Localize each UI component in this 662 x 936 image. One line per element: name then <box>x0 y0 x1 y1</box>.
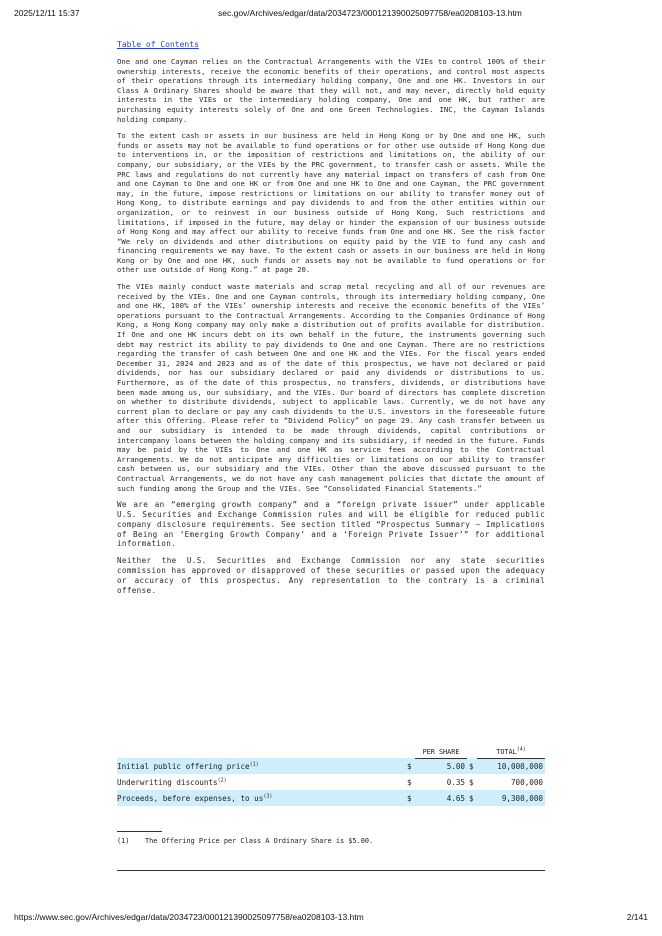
print-datetime: 2025/12/11 15:37 <box>14 8 80 18</box>
currency-symbol: $ <box>407 777 412 787</box>
row-label-text: Proceeds, before expenses, to us <box>117 793 264 803</box>
footnote <box>117 837 373 845</box>
col-per-share: PER SHARE <box>415 744 467 758</box>
header-url: sec.gov/Archives/edgar/data/2034723/000121390025097758/ea0208103-13.htm <box>218 8 522 18</box>
col-total-label: TOTAL <box>496 747 517 756</box>
paragraph-emerging-growth: We are an “emerging growth company” and a “foreign private issuer” under applicable U.S. Securities and Exchange Commission rules and will be eligible for reduced public company disclosure requirements. See section titled “Prospectus Summary — Implications of Being an ‘Emerging Growth Company’ and a ‘Foreign Private Issuer’” for additional information. <box>117 500 545 549</box>
table-row <box>117 790 545 806</box>
col-total <box>477 744 545 758</box>
paragraph-sec-disclaimer: Neither the U.S. Securities and Exchange Commission nor any state securities commission has approved or disapproved of these securities or passed upon the adequacy or accuracy of this prospectus. Any representation to the contrary is a criminal offense. <box>117 556 545 595</box>
browser-footer <box>0 912 662 926</box>
row-note: (1) <box>249 760 259 767</box>
footnote-tag: (1) <box>117 837 130 845</box>
total-value: 700,000 <box>510 777 543 787</box>
table-row <box>117 774 545 790</box>
currency-symbol: $ <box>467 790 477 806</box>
row-note: (2) <box>217 776 227 783</box>
currency-symbol: $ <box>469 777 474 787</box>
per-share-value: 4.65 <box>415 790 467 806</box>
browser-header <box>0 8 662 22</box>
offering-table-container <box>117 744 545 806</box>
offering-table <box>117 744 545 806</box>
page-bottom-divider <box>117 870 545 871</box>
currency-symbol: $ <box>405 758 415 774</box>
row-label <box>117 774 405 790</box>
document-body <box>117 57 545 602</box>
row-label-text: Initial public offering price <box>117 761 250 771</box>
footnote-divider <box>117 831 162 832</box>
currency-symbol: $ <box>467 758 477 774</box>
per-share-value: 5.00 <box>415 758 467 774</box>
row-note: (3) <box>263 792 273 799</box>
total-value: 10,000,000 <box>477 758 545 774</box>
per-share-value: 0.35 <box>446 777 465 787</box>
offering-table-header <box>117 744 545 758</box>
row-label-text: Underwriting discounts <box>117 777 218 787</box>
col-total-note: (4) <box>516 746 526 753</box>
footnote-text: The Offering Price per Class A Ordinary Share is $5.00. <box>145 837 374 845</box>
currency-symbol: $ <box>405 790 415 806</box>
paragraph-vie-revenues-dividends: The VIEs mainly conduct waste materials and scrap metal recycling and all of our revenues are received by the VIEs. One and one Cayman controls, through its intermediary holding company, One and one HK, 100% of the VIEs’ ownership interests and receive the economic benefits of the VIEs’ operations pursuant to the Contractual Arrangements. According to the Companies Ordinance of Hong Kong, a Hong Kong company may only make a distribution out of profits available for distribution. If One and one HK incurs debt on its own behalf in the future, the instruments governing such debt may restrict its ability to pay dividends to One and one Cayman. There are no restrictions regarding the transfer of cash between One and one HK and the VIEs. For the fiscal years ended December 31, 2024 and 2023 and as of the date of this prospectus, we have not declared or paid dividends, nor has our subsidiary declared or paid any dividends or distributions to us. Furthermore, as of the date of this prospectus, no transfers, dividends, or distributions have been made among us, our subsidiary, and the VIEs. Our board of directors has complete discretion on whether to distribute dividends, subject to applicable laws. Currently, we do not have any current plan to declare or pay any cash dividends to the U.S. investors in the foreseeable future after this Offering. Please refer to “Dividend Policy” on page 29. Any cash transfer between us and our subsidiary is intended to be made through dividends, capital contributions or intercompany loans between the holding company and its subsidiary, if needed in the future. Funds may be paid by the VIEs to One and one HK as service fees according to the Contractual Arrangements. We do not anticipate any difficulties or limitations on our ability to transfer cash between us, our subsidiary and the VIEs. Other than the above discussed pursuant to the Contractual Arrangements, we do not have any cash management policies that dictate the amount of such funding among the Group and the VIEs. See “Consolidated Financial Statements.” <box>117 282 545 493</box>
table-row <box>117 758 545 774</box>
table-of-contents-link[interactable]: Table of Contents <box>117 40 199 49</box>
paragraph-contractual-arrangements: One and one Cayman relies on the Contractual Arrangements with the VIEs to control 100% of their ownership interests, receive the economic benefits of their operations, and control most aspects of their operations through its intermediary holding company, One and one HK. Investors in our Class A Ordinary Shares should be aware that they will not, and may never, directly hold equity interests in the VIEs or the intermediary holding company, One and one HK, but rather are purchasing equity interests solely of One and one Green Technologies. INC, the Cayman Islands holding company. <box>117 57 545 124</box>
paragraph-cash-transfer-restrictions: To the extent cash or assets in our business are held in Hong Kong or by One and one HK, such funds or assets may not be available to fund operations or for other use outside of Hong Kong due to interventions in, or the imposition of restrictions and limitations on, the ability of our company, our subsidiary, or the VIEs by the PRC government, to transfer cash or assets. While the PRC laws and regulations do not currently have any material impact on transfers of cash from One and one Cayman to One and one HK or from One and one HK to One and one Cayman, the PRC government may, in the future, impose restrictions or limitations on our ability to transfer money out of Hong Kong, to distribute earnings and pay dividends to and from the other entities within our organization, or to reinvest in our business outside of Hong Kong. Such restrictions and limitations, if imposed in the future, may delay or hinder the expansion of our business outside of Hong Kong and may affect our ability to receive funds from One and one HK. See the risk factor “We rely on dividends and other distributions on equity paid by the VIE to fund any cash and financing requirements we may have. To the extent cash or assets in our business are held in Hong Kong or by One and one HK, such funds or assets may not be available to fund operations or for other use outside of Hong Kong.” at page 20. <box>117 131 545 275</box>
footer-url: https://www.sec.gov/Archives/edgar/data/2034723/000121390025097758/ea0208103-13.htm <box>14 912 364 922</box>
row-label <box>117 790 405 806</box>
page-counter: 2/141 <box>626 912 648 922</box>
total-value: 9,300,000 <box>477 790 545 806</box>
row-label <box>117 758 405 774</box>
